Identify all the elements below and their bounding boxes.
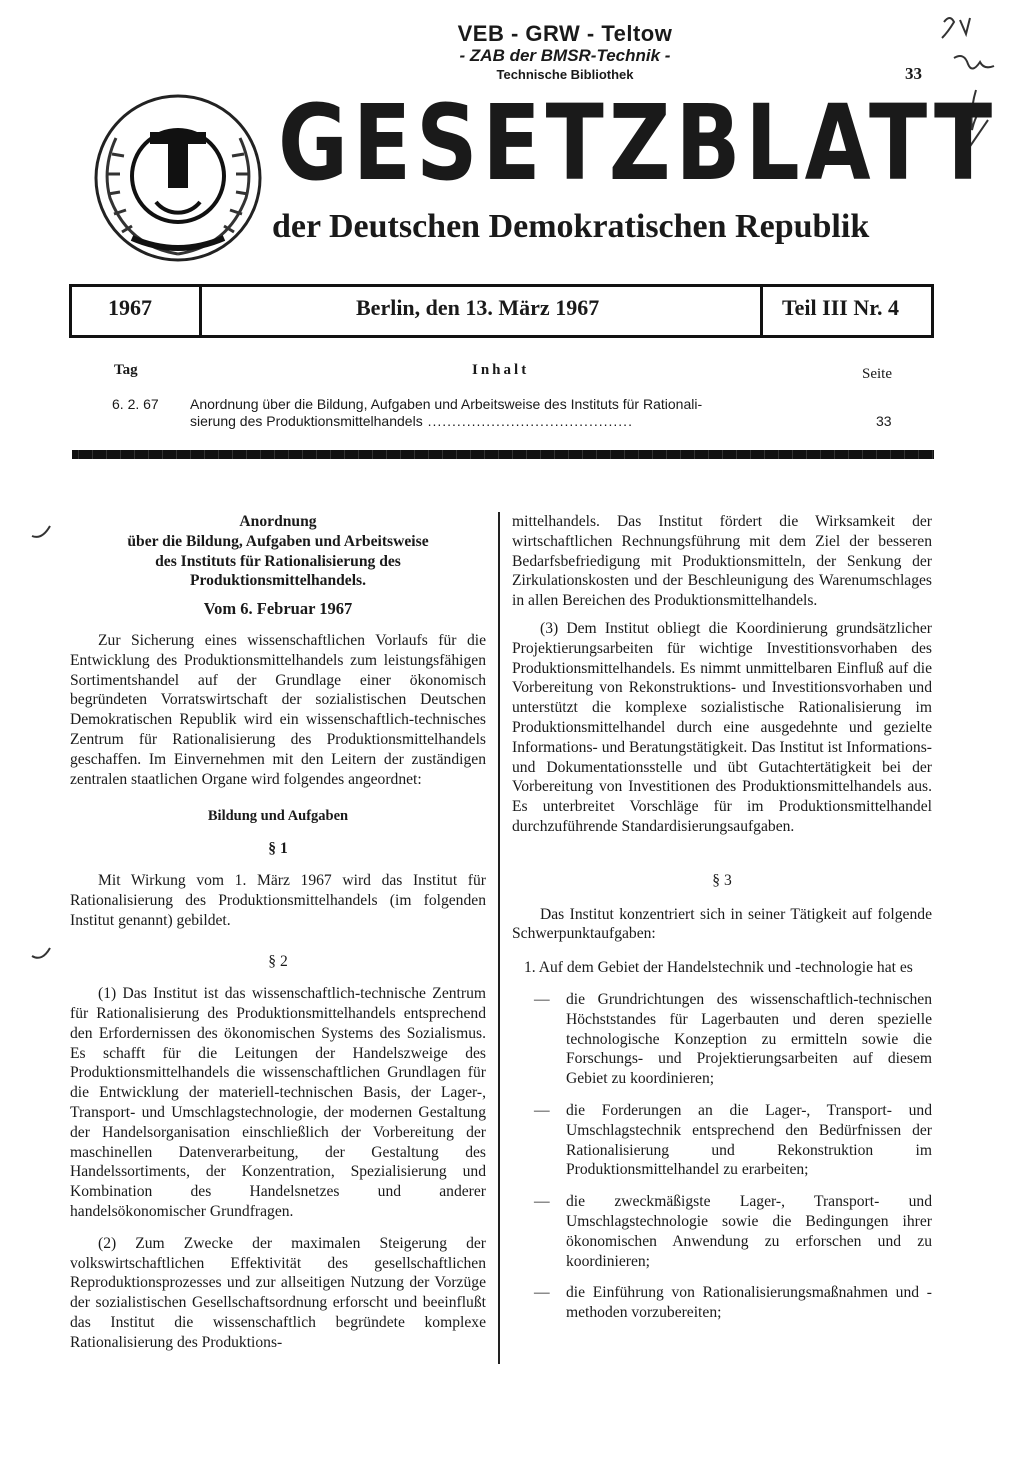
ordinance-date: Vom 6. Februar 1967 — [203, 599, 353, 619]
issue-year: 1967 — [108, 295, 152, 320]
toc-col-page: Seite — [862, 366, 892, 382]
paragraph-1-sign: § 1 — [268, 840, 288, 858]
paragraph-2-sign: § 2 — [268, 953, 288, 971]
stamp-line-2: - ZAB der BMSR-Technik - — [459, 46, 671, 65]
toc-col-content: Inhalt — [472, 362, 530, 378]
issue-bar-divider — [199, 284, 202, 338]
dash-item-text: die Forderungen an die Lager-, Transport- und Umschlagstechnik entsprechend den Bedürfnissen der Rationalisierung und Rekonstruktion im Produktionsmittelhandel zu erarbeiten; — [566, 1101, 932, 1179]
dash-marker: — — [534, 990, 550, 1008]
ordinance-heading-4: Produktionsmittelhandels. — [189, 572, 367, 590]
issue-place-date: Berlin, den 13. März 1967 — [356, 295, 600, 320]
paragraph-1-text: Mit Wirkung vom 1. März 1967 wird das Institut für Rationalisierung des Produktionsmittelhandels (im folgenden Institut genannt) gebildet. — [70, 871, 486, 929]
left-column — [70, 512, 486, 1352]
dash-item-text: die zweckmäßigste Lager-, Transport- und Umschlagstechnologie sowie die Bedingungen ihrer ökonomischen Anwendung zu erforschen und zu koordinieren; — [566, 1193, 932, 1270]
paragraph-2-sub-1: (1) Das Institut ist das wissenschaftlich-technische Zentrum für Rationalisierung des Produktionsmittelhandels entsprechend den Erfordernissen des ökonomischen Systems des Sozialismus. Es schafft für die Leitungen der Handelszweige des Produktionsmittelhandels die wissenschaftlichen Grundlagen für die Entwicklung der materiell-technischen Basis, der Lager-, Transport- und Umschlagstechnologie, der modernen Gestaltung der Handelsorganisation einschließlich der Vorbereitung der maschinellen Datenverarbeitung, der Gestaltung des Handelssortiments, der Konzentration, Spezialisierung und Kombination des Handelsnetzes und anderer handelsökonomischer Grundfragen. — [70, 985, 486, 1220]
dash-item-2 — [512, 1101, 932, 1180]
ordinance-heading-3: des Instituts für Rationalisierung des — [155, 552, 401, 570]
issue-bar-divider — [69, 284, 72, 338]
toc-entry-line-1: Anordnung über die Bildung, Aufgaben und Arbeitsweise des Instituts für Rationali- — [190, 396, 703, 412]
page-number: 33 — [905, 64, 922, 83]
column-rule — [498, 512, 500, 1364]
issue-bar-divider — [760, 284, 763, 338]
dash-marker: — — [534, 1193, 550, 1211]
margin-mark-icon — [30, 944, 54, 964]
dash-item-4 — [512, 1283, 932, 1323]
preamble: Zur Sicherung eines wissenschaftlichen Vorlaufs für die Entwicklung des Produktionsmittelhandels zum leistungsfähigen Sortimentshandel auf der Grundlage einer ökonomisch begründeten Vorratswirtschaft der sozialistischen Deutschen Demokratischen Republik wird ein wissenschaftlich-technisches Zentrum für Rationalisierung des Produktionsmittelhandels geschaffen. Im Einvernehmen mit den Leitern der zuständigen zentralen staatlichen Organe wird folgendes angeordnet: — [70, 631, 486, 788]
issue-bar-divider — [931, 284, 934, 338]
continued-text: mittelhandels. Das Institut fördert die Wirksamkeit der wirtschaftlichen Rechnungsführung mit dem Ziel der besseren Bedarfsbefriedigung mit Produktionsmitteln, der Senkung der Zirkulationskosten und der Beschleunigung des Warenumschlages in allen Bereichen des Produktionsmittelhandels. — [512, 513, 932, 610]
toc-entry-line-2-text: sierung des Produktionsmittelhandels — [190, 413, 423, 429]
dash-item-text: die Grundrichtungen des wissenschaftlich-technischen Höchststandes für Lagerbauten und deren spezielle technologische Konzeption zu ermitteln sowie die Forschungs- und Projektierungsarbeiten auf diesem Gebiet zu koordinieren; — [566, 990, 932, 1088]
toc-entry-line-2: sierung des Produktionsmittelhandels .......................................... — [190, 413, 633, 429]
toc-entry-date: 6. 2. 67 — [112, 396, 159, 412]
dash-item-1 — [512, 990, 932, 1089]
dash-marker: — — [534, 1101, 550, 1119]
paragraph-3-sign: § 3 — [712, 871, 732, 889]
paragraph-2-sub-2: (2) Zum Zwecke der maximalen Steigerung der volkswirtschaftlichen Effektivität des gesellschaftlichen Reproduktionsprozesses und zur allseitigen Nutzung der Vorzüge der sozialistischen Gesellschaftsordnung erforscht und beeinflußt das Institut die wissenschaftlich begründete komplexe Rationalisierung des Produktions- — [70, 1234, 486, 1351]
dash-item-3 — [512, 1192, 932, 1271]
ordinance-heading-1: Anordnung — [239, 513, 317, 530]
stamp-line-3: Technische Bibliothek — [496, 67, 634, 82]
masthead-subtitle: der Deutschen Demokratischen Republik — [272, 208, 870, 245]
paragraph-2-sub-3: (3) Dem Institut obliegt die Koordinierung grundsätzlicher Projektierungsarbeiten für wichtige Investitionsvorhaben des Produktionsmittelhandels. Es nimmt unmittelbaren Einfluß auf die Vorbereitung von Rekonstruktions- und Investitionsvorhaben und unterstützt die komplexe sozialistische Rationalisierung im Produktionsmittelhandel durch eine ausgedehnte und gezielte Informations- und Beratungstätigkeit. Das Institut ist Informations- und Dokumentationsstelle und übt Gutachtertätigkeit bei der Vorbereitung von Investitionen des Produktionsmittelhandels aus. Es unterbreitet Vorschläge für im Produktionsmittelhandel durchzuführende Standardisierungsaufgaben. — [512, 619, 932, 835]
issue-bar — [72, 284, 934, 338]
section-title: Bildung und Aufgaben — [207, 808, 349, 825]
dash-item-text: die Einführung von Rationalisierungsmaßnahmen und -methoden vorzubereiten; — [566, 1284, 932, 1322]
ordinance-heading-2: über die Bildung, Aufgaben und Arbeitsweise — [127, 532, 429, 550]
library-stamp — [440, 22, 690, 83]
toc-col-day: Tag — [114, 362, 138, 378]
toc-entry-page: 33 — [876, 413, 892, 429]
heavy-rule — [72, 450, 934, 459]
state-emblem-icon — [92, 92, 264, 264]
margin-mark-icon — [30, 522, 54, 542]
right-column — [512, 512, 932, 1323]
masthead-title: GESETZBLATT — [278, 82, 998, 204]
issue-part: Teil III Nr. 4 — [782, 295, 899, 320]
dash-marker: — — [534, 1284, 550, 1302]
stamp-line-1: VEB - GRW - Teltow — [457, 21, 673, 46]
paragraph-3-intro: Das Institut konzentriert sich in seiner Tätigkeit auf folgende Schwerpunktaufgaben: — [512, 905, 932, 943]
list-item-1: 1. Auf dem Gebiet der Handelstechnik und -technologie hat es — [524, 959, 913, 977]
